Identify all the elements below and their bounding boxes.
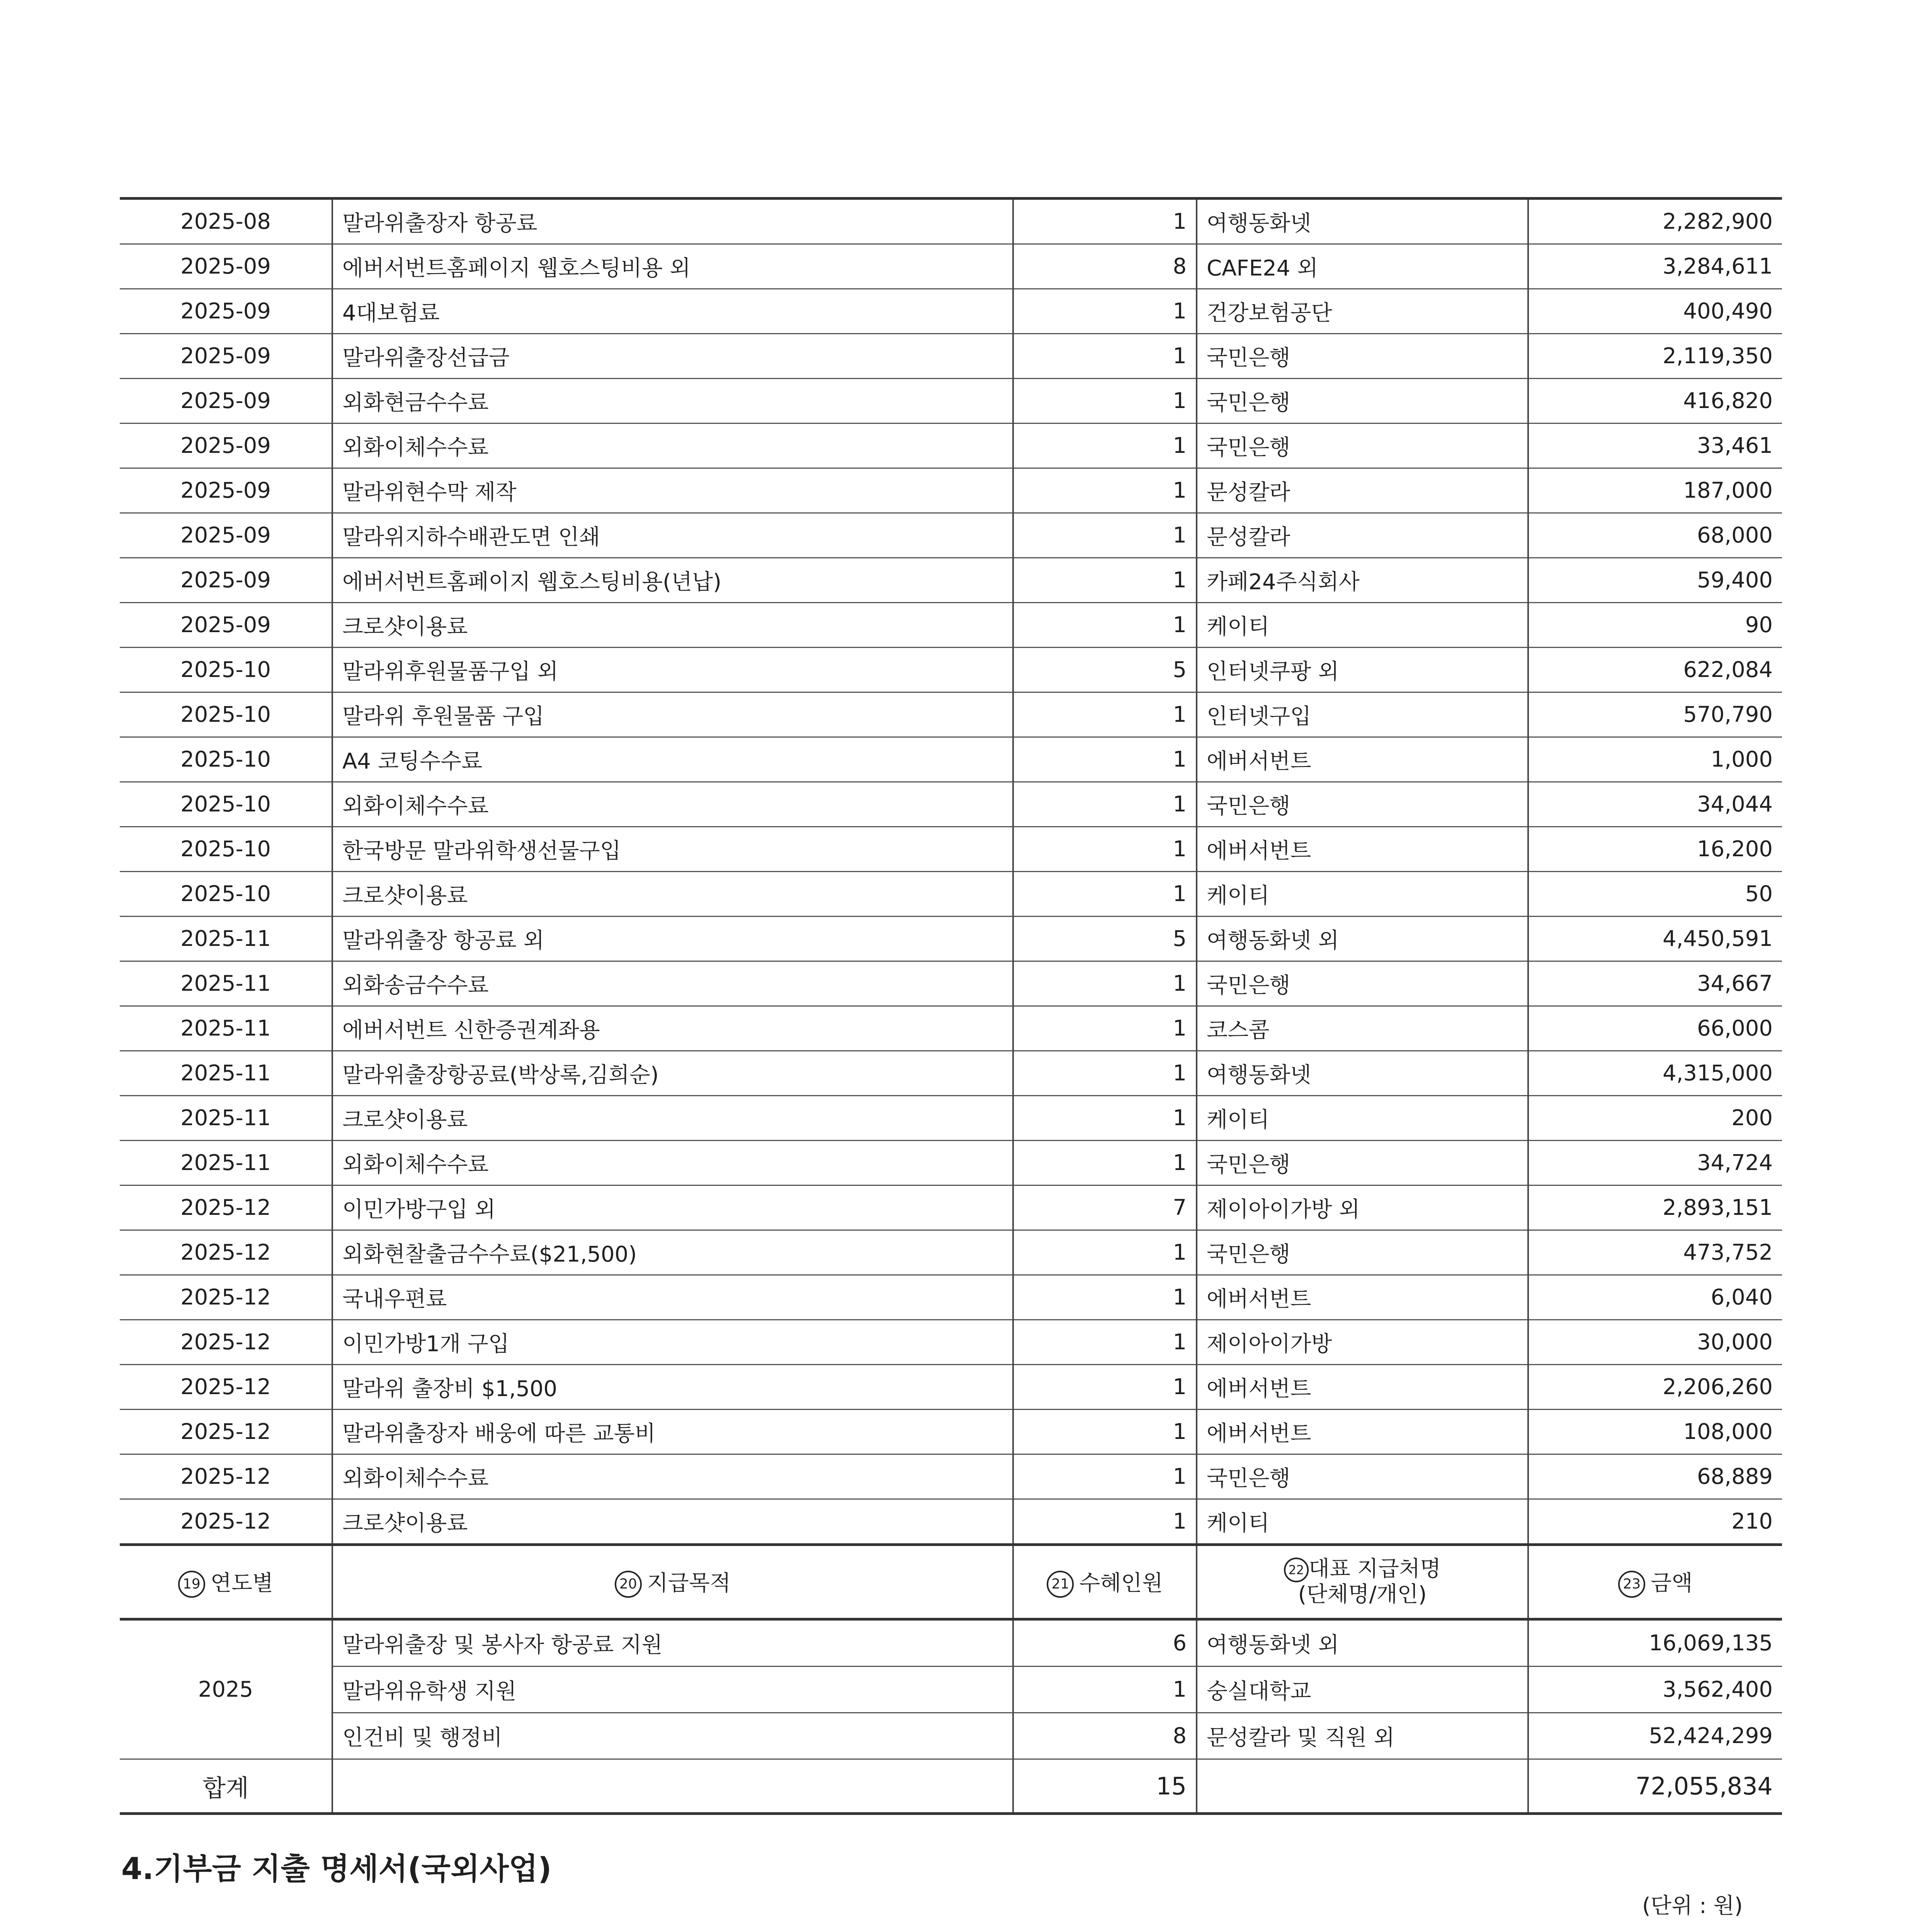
cell-payee: 국민은행 xyxy=(1197,334,1528,379)
cell-count: 7 xyxy=(1013,1185,1197,1230)
cell-purpose: 외화이체수수료 xyxy=(332,782,1013,827)
table-row xyxy=(120,199,1782,244)
table-row xyxy=(120,1320,1782,1365)
cell-month: 2025-09 xyxy=(120,379,332,423)
table-row xyxy=(120,468,1782,513)
cell-count: 1 xyxy=(1013,199,1197,244)
cell-count: 1 xyxy=(1013,1096,1197,1141)
cell-purpose: 외화송금수수료 xyxy=(332,961,1013,1006)
cell-amount: 2,893,151 xyxy=(1528,1185,1782,1230)
table-row xyxy=(120,1454,1782,1499)
cell-amount: 400,490 xyxy=(1528,289,1782,334)
header-purpose xyxy=(332,1545,1013,1619)
cell-payee: 에버서번트 xyxy=(1197,1275,1528,1320)
cell-payee: CAFE24 외 xyxy=(1197,244,1528,289)
cell-amount: 3,284,611 xyxy=(1528,244,1782,289)
summary-amount: 3,562,400 xyxy=(1528,1667,1782,1713)
table-row xyxy=(120,648,1782,692)
cell-amount: 200 xyxy=(1528,1096,1782,1141)
cell-purpose: 말라위 출장비 $1,500 xyxy=(332,1365,1013,1410)
cell-purpose: 말라위출장항공료(박상록,김희순) xyxy=(332,1051,1013,1096)
cell-amount: 2,119,350 xyxy=(1528,334,1782,379)
cell-month: 2025-08 xyxy=(120,199,332,244)
cell-count: 1 xyxy=(1013,1051,1197,1096)
cell-amount: 473,752 xyxy=(1528,1230,1782,1275)
cell-purpose: 말라위현수막 제작 xyxy=(332,468,1013,513)
cell-count: 1 xyxy=(1013,961,1197,1006)
yearly-summary-header xyxy=(120,1545,1782,1619)
circled-number: 23 xyxy=(1618,1571,1645,1598)
cell-payee: 국민은행 xyxy=(1197,782,1528,827)
cell-month: 2025-10 xyxy=(120,737,332,782)
cell-purpose: 말라위 후원물품 구입 xyxy=(332,692,1013,737)
cell-month: 2025-09 xyxy=(120,558,332,603)
cell-amount: 68,000 xyxy=(1528,513,1782,558)
table-row xyxy=(120,737,1782,782)
summary-purpose: 말라위유학생 지원 xyxy=(332,1667,1013,1713)
header-payee xyxy=(1197,1545,1528,1619)
cell-amount: 34,667 xyxy=(1528,961,1782,1006)
cell-purpose: 이민가방1개 구입 xyxy=(332,1320,1013,1365)
cell-payee: 국민은행 xyxy=(1197,1230,1528,1275)
cell-amount: 1,000 xyxy=(1528,737,1782,782)
cell-purpose: 이민가방구입 외 xyxy=(332,1185,1013,1230)
cell-count: 1 xyxy=(1013,1499,1197,1545)
cell-purpose: 외화이체수수료 xyxy=(332,423,1013,468)
table-row xyxy=(120,558,1782,603)
cell-month: 2025-11 xyxy=(120,1051,332,1096)
table-row xyxy=(120,1006,1782,1051)
cell-month: 2025-12 xyxy=(120,1185,332,1230)
cell-purpose: 한국방문 말라위학생선물구입 xyxy=(332,827,1013,872)
domestic-expense-table xyxy=(120,197,1782,1815)
cell-purpose: 국내우편료 xyxy=(332,1275,1013,1320)
cell-payee: 문성칼라 xyxy=(1197,513,1528,558)
cell-payee: 국민은행 xyxy=(1197,1454,1528,1499)
cell-count: 1 xyxy=(1013,423,1197,468)
cell-payee: 카페24주식회사 xyxy=(1197,558,1528,603)
cell-count: 1 xyxy=(1013,782,1197,827)
table-row xyxy=(120,423,1782,468)
cell-month: 2025-11 xyxy=(120,961,332,1006)
summary-amount: 52,424,299 xyxy=(1528,1713,1782,1759)
cell-amount: 50 xyxy=(1528,872,1782,917)
cell-month: 2025-12 xyxy=(120,1320,332,1365)
cell-amount: 59,400 xyxy=(1528,558,1782,603)
cell-purpose: 외화현찰출금수수료($21,500) xyxy=(332,1230,1013,1275)
cell-purpose: 에버서번트 신한증권계좌용 xyxy=(332,1006,1013,1051)
header-payee-label-1: 대표 지급처명 xyxy=(1308,1556,1441,1582)
cell-amount: 4,315,000 xyxy=(1528,1051,1782,1096)
summary-payee: 숭실대학교 xyxy=(1197,1667,1528,1713)
cell-count: 1 xyxy=(1013,603,1197,648)
cell-count: 1 xyxy=(1013,334,1197,379)
table-row xyxy=(120,782,1782,827)
domestic-expense-body xyxy=(120,199,1782,1814)
cell-payee: 국민은행 xyxy=(1197,1141,1528,1185)
cell-payee: 에버서번트 xyxy=(1197,827,1528,872)
cell-amount: 34,044 xyxy=(1528,782,1782,827)
circled-number: 19 xyxy=(178,1571,205,1598)
cell-payee: 에버서번트 xyxy=(1197,737,1528,782)
cell-purpose: 크로샷이용료 xyxy=(332,1499,1013,1545)
table-row xyxy=(120,1365,1782,1410)
cell-month: 2025-09 xyxy=(120,289,332,334)
cell-count: 1 xyxy=(1013,1365,1197,1410)
table-row xyxy=(120,872,1782,917)
summary-payee: 여행동화넷 외 xyxy=(1197,1619,1528,1667)
cell-payee: 문성칼라 xyxy=(1197,468,1528,513)
cell-amount: 416,820 xyxy=(1528,379,1782,423)
cell-count: 1 xyxy=(1013,468,1197,513)
cell-amount: 187,000 xyxy=(1528,468,1782,513)
header-payee-label-2: (단체명/개인) xyxy=(1298,1582,1427,1607)
cell-month: 2025-12 xyxy=(120,1410,332,1454)
cell-amount: 210 xyxy=(1528,1499,1782,1545)
cell-amount: 622,084 xyxy=(1528,648,1782,692)
cell-count: 1 xyxy=(1013,1141,1197,1185)
cell-count: 1 xyxy=(1013,1410,1197,1454)
cell-month: 2025-09 xyxy=(120,334,332,379)
cell-amount: 66,000 xyxy=(1528,1006,1782,1051)
cell-payee: 국민은행 xyxy=(1197,423,1528,468)
cell-purpose: 크로샷이용료 xyxy=(332,1096,1013,1141)
table-row xyxy=(120,513,1782,558)
cell-count: 1 xyxy=(1013,558,1197,603)
cell-amount: 2,282,900 xyxy=(1528,199,1782,244)
section-title: 4.기부금 지출 명세서(국외사업) xyxy=(121,1852,552,1886)
cell-month: 2025-11 xyxy=(120,1141,332,1185)
cell-count: 1 xyxy=(1013,289,1197,334)
cell-purpose: 말라위출장선급금 xyxy=(332,334,1013,379)
cell-amount: 33,461 xyxy=(1528,423,1782,468)
header-year-label: 연도별 xyxy=(210,1570,274,1596)
summary-count: 6 xyxy=(1013,1619,1197,1667)
cell-count: 5 xyxy=(1013,648,1197,692)
cell-payee: 케이티 xyxy=(1197,872,1528,917)
circled-number: 22 xyxy=(1284,1558,1309,1582)
cell-count: 1 xyxy=(1013,872,1197,917)
cell-purpose: 외화현금수수료 xyxy=(332,379,1013,423)
cell-month: 2025-11 xyxy=(120,917,332,961)
cell-amount: 108,000 xyxy=(1528,1410,1782,1454)
cell-purpose: 말라위출장 항공료 외 xyxy=(332,917,1013,961)
cell-count: 1 xyxy=(1013,737,1197,782)
cell-purpose: 외화이체수수료 xyxy=(332,1454,1013,1499)
table-row xyxy=(120,244,1782,289)
cell-purpose: 에버서번트홈페이지 웹호스팅비용(년납) xyxy=(332,558,1013,603)
cell-month: 2025-09 xyxy=(120,603,332,648)
cell-month: 2025-09 xyxy=(120,244,332,289)
cell-amount: 570,790 xyxy=(1528,692,1782,737)
header-amount xyxy=(1528,1545,1782,1619)
cell-amount: 30,000 xyxy=(1528,1320,1782,1365)
cell-purpose: 크로샷이용료 xyxy=(332,603,1013,648)
cell-count: 1 xyxy=(1013,1275,1197,1320)
summary-row xyxy=(120,1713,1782,1759)
cell-purpose: 에버서번트홈페이지 웹호스팅비용 외 xyxy=(332,244,1013,289)
header-amount-label: 금액 xyxy=(1651,1570,1693,1596)
table-row xyxy=(120,827,1782,872)
header-year xyxy=(120,1545,332,1619)
total-purpose-empty xyxy=(332,1759,1013,1814)
total-count: 15 xyxy=(1013,1759,1197,1814)
cell-count: 1 xyxy=(1013,827,1197,872)
cell-payee: 제이아이가방 xyxy=(1197,1320,1528,1365)
cell-count: 1 xyxy=(1013,379,1197,423)
table-row xyxy=(120,379,1782,423)
table-row xyxy=(120,917,1782,961)
cell-count: 1 xyxy=(1013,1006,1197,1051)
cell-amount: 68,889 xyxy=(1528,1454,1782,1499)
cell-count: 5 xyxy=(1013,917,1197,961)
circled-number: 21 xyxy=(1047,1571,1074,1598)
summary-purpose: 말라위출장 및 봉사자 항공료 지원 xyxy=(332,1619,1013,1667)
cell-purpose: 4대보험료 xyxy=(332,289,1013,334)
cell-payee: 코스콤 xyxy=(1197,1006,1528,1051)
cell-purpose: 말라위출장자 항공료 xyxy=(332,199,1013,244)
cell-payee: 여행동화넷 외 xyxy=(1197,917,1528,961)
cell-month: 2025-09 xyxy=(120,468,332,513)
cell-count: 1 xyxy=(1013,1454,1197,1499)
cell-payee: 케이티 xyxy=(1197,603,1528,648)
cell-payee: 인터넷구입 xyxy=(1197,692,1528,737)
cell-count: 1 xyxy=(1013,1230,1197,1275)
cell-month: 2025-09 xyxy=(120,513,332,558)
cell-payee: 에버서번트 xyxy=(1197,1410,1528,1454)
cell-payee: 제이아이가방 외 xyxy=(1197,1185,1528,1230)
table-row xyxy=(120,1410,1782,1454)
table-row xyxy=(120,1275,1782,1320)
unit-label: (단위 : 원) xyxy=(1642,1893,1743,1918)
total-payee-empty xyxy=(1197,1759,1528,1814)
cell-amount: 4,450,591 xyxy=(1528,917,1782,961)
cell-count: 1 xyxy=(1013,692,1197,737)
cell-payee: 케이티 xyxy=(1197,1096,1528,1141)
total-label: 합계 xyxy=(120,1759,332,1814)
cell-amount: 16,200 xyxy=(1528,827,1782,872)
summary-row xyxy=(120,1667,1782,1713)
cell-payee: 국민은행 xyxy=(1197,379,1528,423)
cell-purpose: 외화이체수수료 xyxy=(332,1141,1013,1185)
cell-purpose: 말라위출장자 배웅에 따른 교통비 xyxy=(332,1410,1013,1454)
summary-count: 1 xyxy=(1013,1667,1197,1713)
cell-month: 2025-12 xyxy=(120,1275,332,1320)
cell-month: 2025-12 xyxy=(120,1365,332,1410)
header-beneficiaries xyxy=(1013,1545,1197,1619)
table-row xyxy=(120,1096,1782,1141)
cell-amount: 34,724 xyxy=(1528,1141,1782,1185)
summary-payee: 문성칼라 및 직원 외 xyxy=(1197,1713,1528,1759)
header-beneficiaries-label: 수혜인원 xyxy=(1079,1570,1163,1596)
cell-count: 1 xyxy=(1013,513,1197,558)
table-row xyxy=(120,1499,1782,1545)
cell-count: 1 xyxy=(1013,1320,1197,1365)
circled-number: 20 xyxy=(615,1571,642,1598)
cell-month: 2025-09 xyxy=(120,423,332,468)
cell-month: 2025-11 xyxy=(120,1096,332,1141)
table-row xyxy=(120,1185,1782,1230)
cell-month: 2025-12 xyxy=(120,1499,332,1545)
cell-payee: 에버서번트 xyxy=(1197,1365,1528,1410)
summary-row xyxy=(120,1619,1782,1667)
cell-payee: 케이티 xyxy=(1197,1499,1528,1545)
cell-month: 2025-12 xyxy=(120,1454,332,1499)
cell-month: 2025-12 xyxy=(120,1230,332,1275)
table-row xyxy=(120,692,1782,737)
cell-month: 2025-10 xyxy=(120,648,332,692)
cell-purpose: 크로샷이용료 xyxy=(332,872,1013,917)
total-row xyxy=(120,1759,1782,1814)
table-row xyxy=(120,1230,1782,1275)
cell-month: 2025-10 xyxy=(120,782,332,827)
cell-payee: 여행동화넷 xyxy=(1197,199,1528,244)
cell-month: 2025-11 xyxy=(120,1006,332,1051)
summary-count: 8 xyxy=(1013,1713,1197,1759)
summary-year: 2025 xyxy=(120,1619,332,1759)
cell-count: 8 xyxy=(1013,244,1197,289)
cell-payee: 인터넷쿠팡 외 xyxy=(1197,648,1528,692)
summary-amount: 16,069,135 xyxy=(1528,1619,1782,1667)
cell-payee: 국민은행 xyxy=(1197,961,1528,1006)
table-row xyxy=(120,961,1782,1006)
cell-purpose: 말라위지하수배관도면 인쇄 xyxy=(332,513,1013,558)
cell-amount: 90 xyxy=(1528,603,1782,648)
header-purpose-label: 지급목적 xyxy=(647,1570,731,1596)
cell-month: 2025-10 xyxy=(120,692,332,737)
cell-month: 2025-10 xyxy=(120,872,332,917)
cell-payee: 건강보험공단 xyxy=(1197,289,1528,334)
table-row xyxy=(120,289,1782,334)
table-row xyxy=(120,1141,1782,1185)
summary-purpose: 인건비 및 행정비 xyxy=(332,1713,1013,1759)
cell-month: 2025-10 xyxy=(120,827,332,872)
total-amount: 72,055,834 xyxy=(1528,1759,1782,1814)
table-row xyxy=(120,603,1782,648)
cell-purpose: A4 코팅수수료 xyxy=(332,737,1013,782)
cell-amount: 2,206,260 xyxy=(1528,1365,1782,1410)
table-row xyxy=(120,334,1782,379)
table-row xyxy=(120,1051,1782,1096)
cell-amount: 6,040 xyxy=(1528,1275,1782,1320)
cell-purpose: 말라위후원물품구입 외 xyxy=(332,648,1013,692)
cell-payee: 여행동화넷 xyxy=(1197,1051,1528,1096)
